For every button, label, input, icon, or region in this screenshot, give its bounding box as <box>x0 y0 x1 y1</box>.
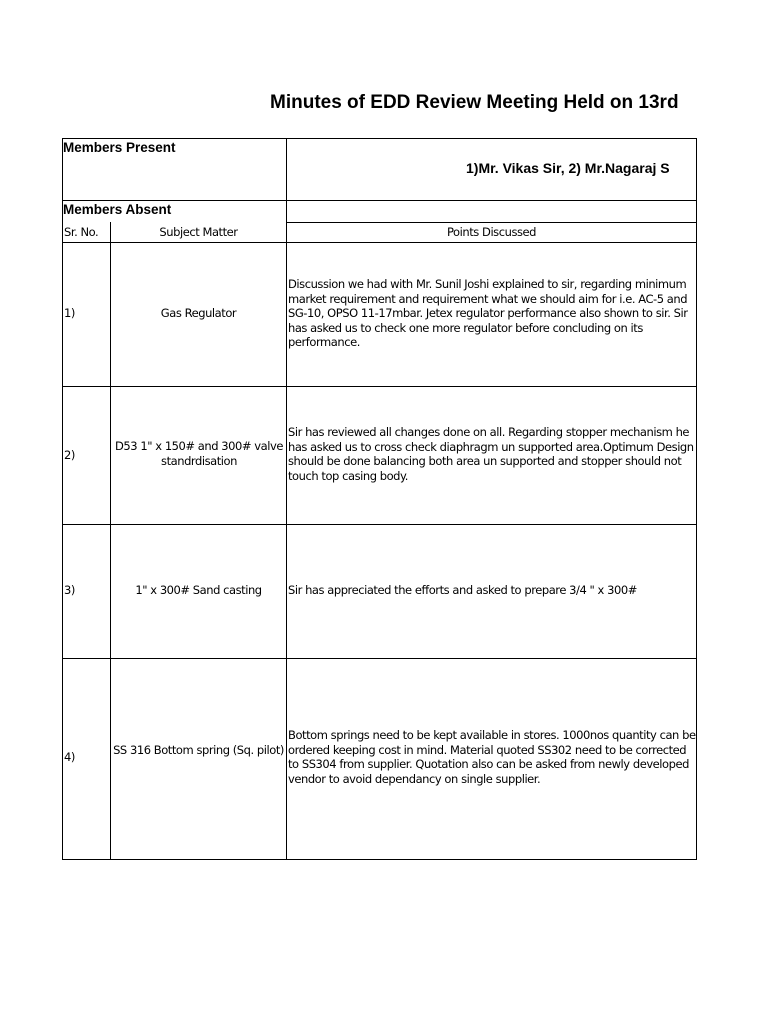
members-present-label: Members Present <box>63 140 176 155</box>
row-subject: Gas Regulator <box>160 306 237 320</box>
page-title: Minutes of EDD Review Meeting Held on 13rd <box>270 92 679 113</box>
row-sr-no: 1) <box>64 306 75 320</box>
row-points: Sir has reviewed all changes done on all. Regarding stopper mechanism he has asked us to cross check diaphragm un supported area.Optimum Design should be done balancing both area un supported and stopper should not touch top casing body. <box>288 425 694 483</box>
row-subject: SS 316 Bottom spring (Sq. pilot) <box>113 743 284 757</box>
table-row <box>63 659 696 859</box>
row-points: Sir has appreciated the efforts and asked to prepare 3/4 " x 300# <box>288 583 637 597</box>
row-subject: D53 1" x 150# and 300# valve standrdisation <box>115 439 283 468</box>
members-present-cell <box>63 139 286 200</box>
row-points: Bottom springs need to be kept available in stores. 1000nos quantity can be ordered keeping cost in mind. Material quoted SS302 need to be corrected to SS304 from supplier. Quotation also can be asked from newly developed vendor to avoid dependancy on single supplier. <box>288 728 696 786</box>
members-absent-label: Members Absent <box>63 202 172 217</box>
header-subject-matter: Subject Matter <box>159 225 238 239</box>
row-sr-no: 4) <box>64 750 75 764</box>
members-absent-cell <box>63 201 286 222</box>
table-row <box>63 387 696 524</box>
row-subject: 1" x 300# Sand casting <box>135 583 262 597</box>
members-present-value: 1)Mr. Vikas Sir, 2) Mr.Nagaraj S <box>466 160 670 176</box>
table-row <box>63 243 696 386</box>
header-points-discussed: Points Discussed <box>446 225 536 239</box>
table-row <box>63 525 696 658</box>
row-sr-no: 2) <box>64 448 75 462</box>
table-divider <box>286 222 697 223</box>
row-points: Discussion we had with Mr. Sunil Joshi explained to sir, regarding minimum market requirement and requirement what we should aim for i.e. AC-5 and SG-10, OPSO 11-17mbar. Jetex regulator performance also shown to sir. Sir has asked us to check one more regulator before concluding on its performance. <box>288 277 688 349</box>
table-divider <box>696 138 697 860</box>
row-sr-no: 3) <box>64 583 75 597</box>
header-sr-no: Sr. No. <box>64 225 99 239</box>
table-border-bottom <box>62 859 697 860</box>
